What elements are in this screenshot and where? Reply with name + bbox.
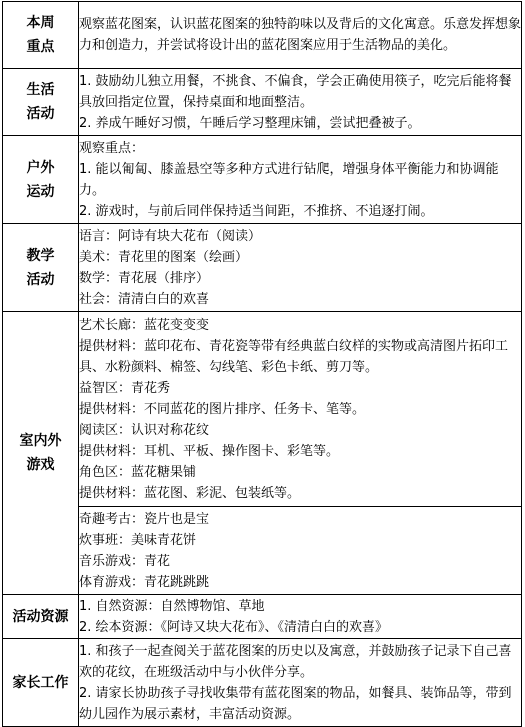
row-label-line: 活动资源 — [12, 608, 69, 625]
weekly-plan-table — [2, 1, 522, 727]
content-paragraph: 炊事班：美味青花饼 — [79, 532, 197, 548]
weekly-plan-document — [2, 1, 522, 725]
row-content-outdoor-sports — [79, 136, 522, 224]
row-label-games — [3, 312, 79, 595]
table-row-weekly-focus — [3, 2, 522, 69]
table-row-games-top — [3, 312, 522, 507]
row-content-teaching — [79, 224, 522, 312]
content-paragraph: 观察重点： — [79, 140, 145, 156]
row-content-daily-life — [79, 69, 522, 136]
content-paragraph: 1. 自然资源：自然博物馆、草地 — [79, 598, 265, 614]
row-content-games-special — [79, 507, 522, 595]
row-content-resources — [79, 595, 522, 639]
row-label-line: 教学 — [26, 247, 55, 264]
content-paragraph: 提供材料：耳机、平板、操作图卡、彩笔等。 — [79, 443, 340, 459]
content-paragraph: 益智区：青花秀 — [79, 380, 171, 396]
row-label-daily-life — [3, 69, 79, 136]
row-content-parents — [79, 639, 522, 727]
content-paragraph: 美术：青花里的图案（绘画） — [79, 249, 249, 265]
content-paragraph: 1. 和孩子一起查阅关于蓝花图案的历史以及寓意，并鼓励孩子记录下自己喜欢的花纹，在班级活动中与小伙伴分享。 — [79, 643, 512, 680]
row-label-line: 户外 — [26, 159, 55, 176]
content-paragraph: 提供材料：蓝印花布、青花瓷等带有经典蓝白纹样的实物或高清图片拓印工具、水粉颜料、棉签、勾线笔、彩色卡纸、剪刀等。 — [79, 338, 509, 375]
row-label-line: 室内外 — [19, 433, 62, 449]
row-label-line: 本周 — [26, 15, 55, 31]
row-label-line: 家长工作 — [12, 674, 69, 691]
row-content-weekly-focus — [79, 2, 522, 69]
content-paragraph: 奇趣考古：瓷片也是宝 — [79, 511, 210, 527]
row-label-weekly-focus — [3, 2, 79, 69]
row-label-line: 活动 — [26, 106, 55, 122]
content-paragraph: 提供材料：蓝花图、彩泥、包装纸等。 — [79, 485, 301, 501]
row-label-line: 生活 — [26, 82, 55, 98]
content-paragraph: 角色区：蓝花糖果铺 — [79, 464, 197, 480]
content-paragraph: 语言：阿诗有块大花布（阅读） — [79, 228, 262, 244]
content-paragraph: 音乐游戏：青花 — [79, 553, 171, 569]
table-row-daily-life — [3, 69, 522, 136]
row-label-teaching — [3, 224, 79, 312]
content-paragraph: 2. 绘本资源：《阿诗又块大花布》、《清清白白的欢喜》 — [79, 619, 389, 635]
row-label-outdoor-sports — [3, 136, 79, 224]
content-paragraph: 1. 能以匍匐、膝盖悬空等多种方式进行钻爬，增强身体平衡能力和协调能力。 — [79, 161, 499, 198]
content-paragraph: 2. 游戏时，与前后同伴保持适当间距，不推挤、不追逐打闹。 — [79, 203, 434, 219]
table-row-parents — [3, 639, 522, 727]
content-paragraph: 数学：青花展（排序） — [79, 270, 210, 286]
row-label-line: 游戏 — [26, 457, 55, 473]
row-label-parents — [3, 639, 79, 727]
content-paragraph: 1. 鼓励幼儿独立用餐，不挑食、不偏食，学会正确使用筷子，吃完后能将餐具放回指定位置，保持桌面和地面整洁。 — [79, 73, 512, 110]
content-paragraph: 体育游戏：青花跳跳跳 — [79, 574, 210, 590]
table-row-teaching — [3, 224, 522, 312]
row-label-line: 重点 — [26, 39, 55, 55]
content-paragraph: 艺术长廊：蓝花变变变 — [79, 317, 210, 333]
table-row-resources — [3, 595, 522, 639]
content-paragraph: 观察蓝花图案，认识蓝花图案的独特韵味以及背后的文化寓意。乐意发挥想象力和创造力，并尝试将设计出的蓝花图案应用于生活物品的美化。 — [79, 17, 522, 53]
row-content-games-areas — [79, 312, 522, 507]
content-paragraph: 社会：清清白白的欢喜 — [79, 291, 210, 307]
content-paragraph: 提供材料：不同蓝花的图片排序、任务卡、笔等。 — [79, 401, 366, 417]
row-label-line: 运动 — [26, 183, 55, 200]
row-label-line: 活动 — [26, 271, 55, 288]
content-paragraph: 阅读区：认识对称花纹 — [79, 422, 210, 438]
table-row-outdoor-sports — [3, 136, 522, 224]
table-row-games-bottom — [3, 507, 522, 595]
content-paragraph: 2. 请家长协助孩子寻找收集带有蓝花图案的物品，如餐具、装饰品等，带到幼儿园作为展示素材，丰富活动资源。 — [79, 685, 512, 722]
content-paragraph: 2. 养成午睡好习惯，午睡后学习整理床铺，尝试把叠被子。 — [79, 115, 421, 131]
row-label-resources — [3, 595, 79, 639]
